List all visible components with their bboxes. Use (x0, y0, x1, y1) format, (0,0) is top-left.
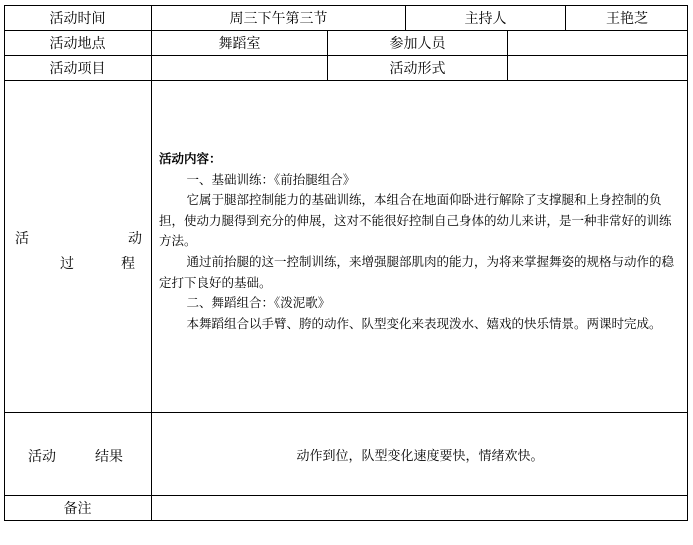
section-heading: 二、舞蹈组合：《泼泥歌》 (186, 295, 331, 311)
host-value: 王艳芝 (606, 10, 648, 27)
process-label-char: 过 (60, 256, 74, 272)
section-heading: 一、基础训练：《前抬腿组合》 (186, 171, 356, 187)
content-paragraph: 本舞蹈组合以手臂、胯的动作、队型变化来表现泼水、嬉戏的快乐情景。两课时完成。 (186, 315, 662, 331)
project-value (152, 55, 327, 80)
form-label: 活动形式 (389, 60, 446, 77)
time-label: 活动时间 (49, 10, 106, 27)
process-label-char: 活 (15, 231, 29, 247)
participants-value (508, 30, 688, 55)
host-label: 主持人 (464, 10, 507, 27)
time-value: 周三下午第三节 (229, 10, 328, 27)
result-label-part: 活动 (28, 449, 56, 465)
process-label-char: 程 (121, 256, 135, 272)
remarks-value (152, 495, 688, 521)
content-paragraph: 它属于腿部控制能力的基础训练，本组合在地面仰卧进行解除了支撑腿和上身控制的负担，使动力腿得到充分的伸展，这对不能很好控制自己身体的幼儿来讲，是一种非常好的训练方法。 (159, 192, 672, 249)
participants-label: 参加人员 (389, 35, 446, 52)
result-value: 动作到位，队型变化速度要快，情绪欢快。 (296, 448, 544, 464)
row-divider (4, 80, 688, 81)
project-label: 活动项目 (49, 60, 106, 77)
process-content (159, 149, 683, 334)
result-label-part: 结果 (95, 449, 123, 465)
remarks-label: 备注 (63, 501, 92, 517)
content-paragraph: 通过前抬腿的这一控制训练，来增强腿部肌肉的能力，为将来掌握舞姿的规格与动作的稳定打下良好的基础。 (159, 253, 675, 290)
process-label-char: 动 (128, 231, 142, 247)
row-divider (4, 412, 688, 413)
place-label: 活动地点 (49, 35, 106, 52)
place-value: 舞蹈室 (218, 35, 261, 52)
form-value (508, 55, 688, 80)
content-title: 活动内容： (159, 151, 222, 166)
